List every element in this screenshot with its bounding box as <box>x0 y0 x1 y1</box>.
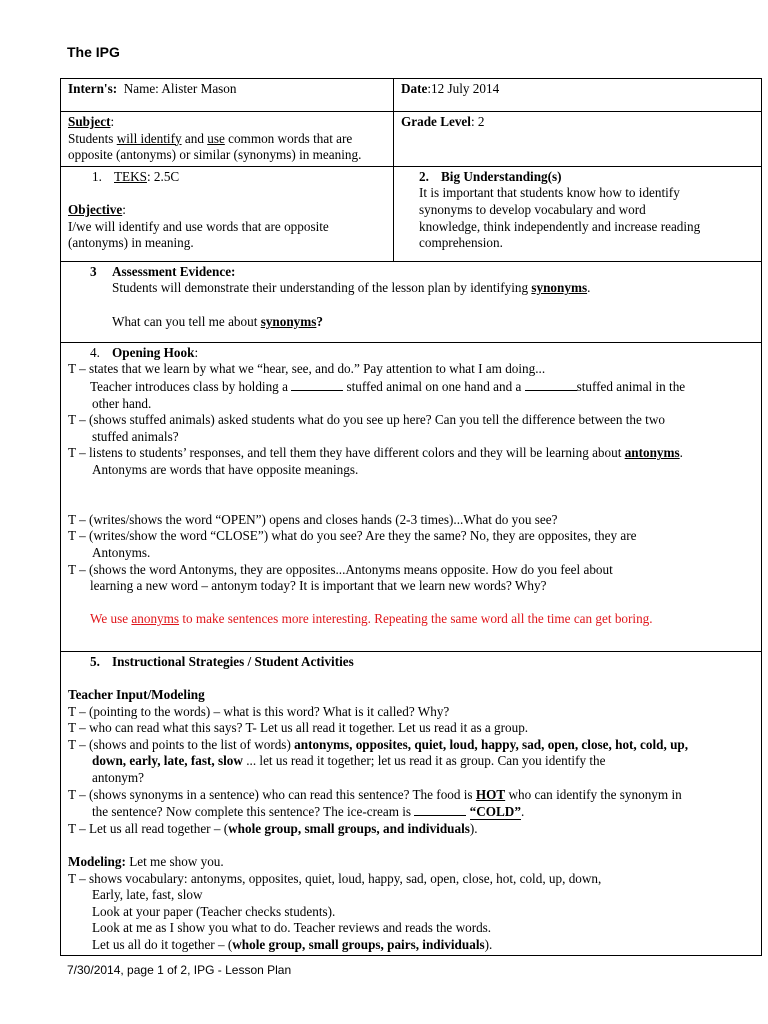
grade-cell <box>394 112 762 167</box>
hook-p4-c: . <box>679 445 683 461</box>
ti-blank <box>414 803 466 816</box>
ti-groups: whole group, small groups, and individuals <box>228 820 470 836</box>
hook-p2-c: stuffed animal in the <box>576 378 686 394</box>
ti-line3-d: ... let us read it together; let us read it as group. Can you identify the <box>242 753 606 769</box>
teks-row <box>61 166 762 261</box>
subject-row <box>61 112 762 167</box>
hook-p1: T – states that we learn by what we “hear, see, and do.” Pay attention to what I am doing... <box>68 361 546 377</box>
hook-blank-2 <box>525 378 577 391</box>
teks-label: TEKS <box>114 168 147 184</box>
ti-hot: HOT <box>475 786 506 802</box>
subject-text-a: Students <box>68 130 117 146</box>
ti-line4-d: the sentence? Now complete this sentence? The ice-cream is <box>92 804 415 820</box>
hook-p7-a: T – (shows the word Antonyms, they are opposites...Antonyms means opposite. How do you feel about <box>68 561 613 577</box>
hook-p6-b: Antonyms. <box>92 544 151 560</box>
subject-line2: opposite (antonyms) or similar (synonyms) in meaning. <box>68 147 362 163</box>
opening-hook-cell <box>61 342 762 651</box>
modeling-groups: whole group, small groups, pairs, individuals <box>232 936 485 952</box>
big-understanding-num: 2. <box>419 168 429 184</box>
ti-line5-c: ). <box>469 820 478 836</box>
grade-value: : 2 <box>470 114 485 129</box>
objective-line1: I/we will identify and use words that are opposite <box>68 218 329 234</box>
ti-line3-e: antonym? <box>92 769 145 785</box>
subject-text-b: common words that are <box>224 130 353 146</box>
instructional-label: Instructional Strategies / Student Activities <box>112 653 354 669</box>
subject-label: Subject <box>68 114 111 129</box>
page-title: The IPG <box>67 44 120 60</box>
assessment-question-a: What can you tell me about <box>112 313 261 329</box>
intern-row <box>61 79 762 112</box>
ti-word-list-cont: down, early, late, fast, slow <box>92 753 243 769</box>
intern-name: Name: Alister Mason <box>123 81 237 96</box>
hook-blank-1 <box>291 378 343 391</box>
modeling-line5-c: ). <box>484 936 493 952</box>
opening-hook-label: Opening Hook <box>112 344 195 360</box>
subject-colon: : <box>110 114 115 129</box>
page-footer: 7/30/2014, page 1 of 2, IPG - Lesson Plan <box>67 963 292 977</box>
subject-will-identify: will identify <box>116 130 182 146</box>
date-label: Date <box>401 81 428 96</box>
opening-hook-row <box>61 342 762 651</box>
instructional-row <box>61 651 762 956</box>
objective-label: Objective <box>68 201 123 217</box>
hook-p4-d: Antonyms are words that have opposite meanings. <box>92 461 359 477</box>
hook-p4-a: T – listens to students’ responses, and tell them they have different colors and they will be learning about <box>68 445 625 461</box>
hook-anonyms: anonyms <box>131 611 180 627</box>
ti-line1: T – (pointing to the words) – what is this word? What is it called? Why? <box>68 703 450 719</box>
assessment-label: Assessment Evidence: <box>112 263 236 279</box>
modeling-text: Let me show you. <box>125 853 224 869</box>
assessment-cell <box>61 261 762 342</box>
assessment-question-mark: ? <box>316 313 323 329</box>
hook-p2-a: Teacher introduces class by holding a <box>90 378 292 394</box>
big-understanding-cell <box>394 166 762 261</box>
subject-use: use <box>207 130 225 146</box>
hook-red-c: to make sentences more interesting. Repeating the same word all the time can get boring. <box>179 611 653 627</box>
lesson-plan-table <box>60 78 762 956</box>
objective-line2: (antonyms) in meaning. <box>68 235 194 251</box>
hook-antonyms: antonyms <box>624 445 680 461</box>
ti-line4-c: who can identify the synonym in <box>505 786 682 802</box>
ti-line4-f: . <box>520 804 525 820</box>
ti-line4-a: T – (shows synonyms in a sentence) who can read this sentence? The food is <box>68 786 476 802</box>
assessment-period: . <box>587 280 591 296</box>
subject-and: and <box>181 130 208 146</box>
assessment-text-a: Students will demonstrate their understanding of the lesson plan by identifying <box>112 280 532 296</box>
hook-p3-a: T – (shows stuffed animals) asked students what do you see up here? Can you tell the difference between the two <box>68 412 665 428</box>
big-understanding-line3: knowledge, think independently and increase reading <box>419 218 701 234</box>
assessment-synonyms: synonyms <box>531 280 588 296</box>
assessment-row <box>61 261 762 342</box>
modeling-line4: Look at me as I show you what to do. Teacher reviews and reads the words. <box>92 920 492 936</box>
ti-cold: “COLD” <box>469 804 521 820</box>
instructional-num: 5. <box>90 653 100 669</box>
hook-p5: T – (writes/shows the word “OPEN”) opens and closes hands (2-3 times)...What do you see? <box>68 511 558 527</box>
big-understanding-line1: It is important that students know how to identify <box>419 185 680 201</box>
intern-label: Intern's: <box>68 81 118 96</box>
hook-p3-b: stuffed animals? <box>92 428 179 444</box>
assessment-num: 3 <box>90 263 97 279</box>
objective-colon: : <box>122 201 126 217</box>
big-understanding-line4: comprehension. <box>419 235 503 251</box>
hook-p2-d: other hand. <box>92 395 152 411</box>
hook-p7-b: learning a new word – antonym today? It is important that we learn new words? Why? <box>90 578 547 594</box>
hook-p2-b: stuffed animal on one hand and a <box>343 378 525 394</box>
assessment-question-synonyms: synonyms <box>260 313 317 329</box>
ti-line5-a: T – Let us all read together – ( <box>68 820 229 836</box>
ti-line3-a: T – (shows and points to the list of words) <box>68 736 295 752</box>
big-understanding-line2: synonyms to develop vocabulary and word <box>419 201 646 217</box>
modeling-line2: Early, late, fast, slow <box>92 887 203 903</box>
big-understanding-label: Big Understanding(s) <box>441 168 562 184</box>
hook-red-a: We use <box>90 611 132 627</box>
modeling-line3: Look at your paper (Teacher checks students). <box>92 903 336 919</box>
ti-line2: T – who can read what this says? T- Let us all read it together. Let us read it as a group. <box>68 720 529 736</box>
subject-cell <box>61 112 394 167</box>
opening-hook-num: 4. <box>90 344 100 360</box>
teks-cell <box>61 166 394 261</box>
date-value: :12 July 2014 <box>427 81 500 96</box>
instructional-cell <box>61 651 762 956</box>
teks-num: 1. <box>92 168 102 184</box>
teacher-input-label: Teacher Input/Modeling <box>68 686 205 702</box>
ti-word-list: antonyms, opposites, quiet, loud, happy, sad, open, close, hot, cold, up, <box>294 736 689 752</box>
intern-cell <box>61 79 394 112</box>
modeling-label: Modeling: <box>68 853 126 869</box>
modeling-line1: T – shows vocabulary: antonyms, opposites, quiet, loud, happy, sad, open, close, hot, cold, up, down, <box>68 870 602 886</box>
hook-p6-a: T – (writes/show the word “CLOSE”) what do you see? Are they the same? No, they are opposites, they are <box>68 528 637 544</box>
date-cell <box>394 79 762 112</box>
opening-hook-colon: : <box>194 344 199 360</box>
teks-value: : 2.5C <box>146 168 180 184</box>
modeling-line5-a: Let us all do it together – ( <box>92 936 233 952</box>
grade-label: Grade Level <box>401 114 471 129</box>
